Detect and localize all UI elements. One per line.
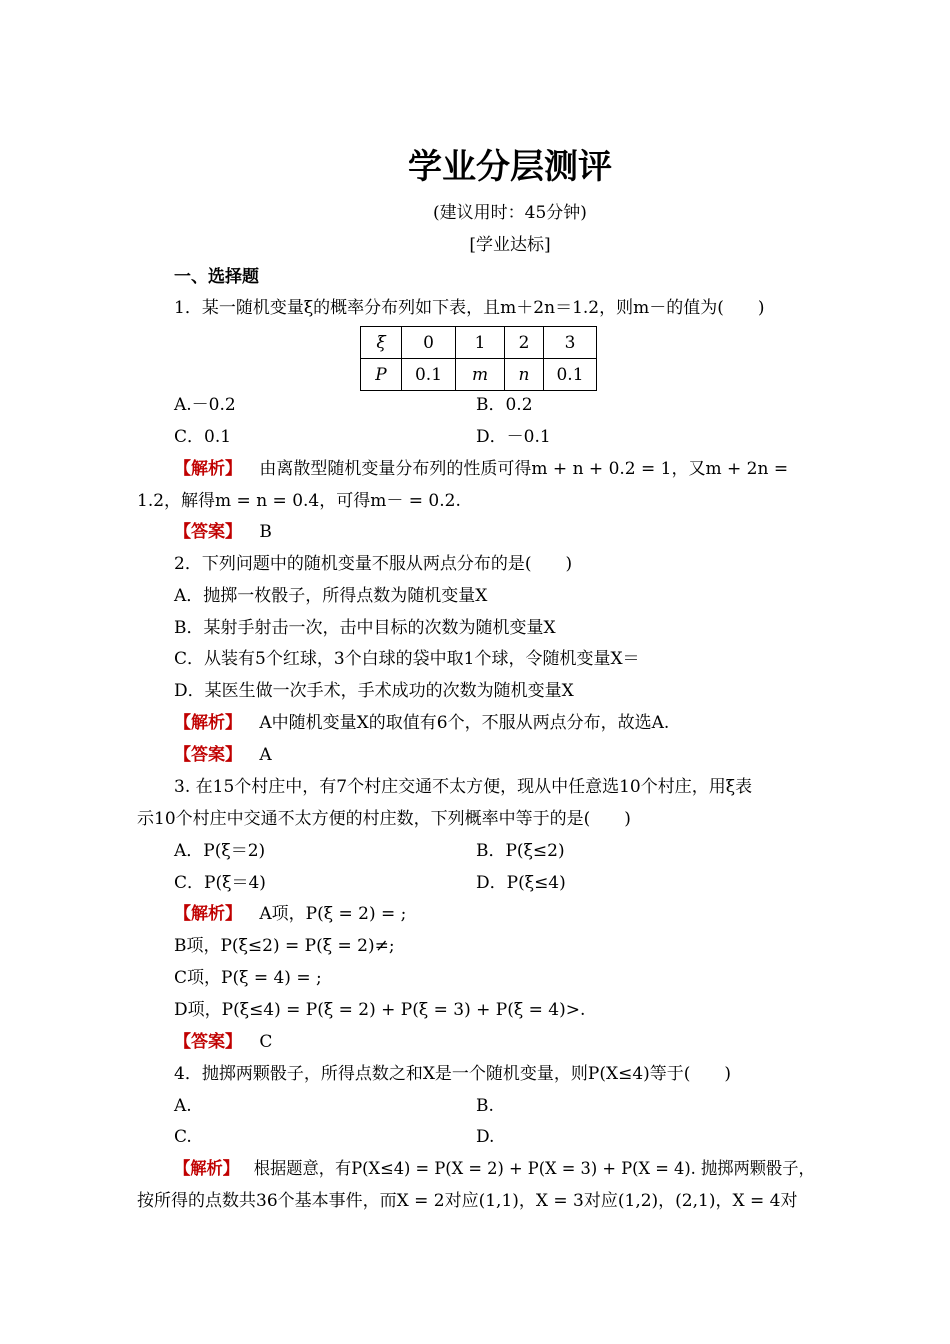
q1-stem: 1．某一随机变量ξ的概率分布列如下表，且m＋2n＝1.2，则m－的值为( ) [174,298,765,318]
q1-analysis-cont: 1.2，解得m = n = 0.4，可得m－ = 0.2. [137,491,461,511]
answer-tag: 【答案】 [174,1032,242,1052]
q4-stem: 4．抛掷两颗骰子，所得点数之和X是一个随机变量，则P(X≤4)等于( ) [174,1064,732,1084]
q2-option-c: C．从装有5个红球，3个白球的袋中取1个球，令随机变量X＝ [174,649,640,669]
q2-option-b: B．某射手射击一次，击中目标的次数为随机变量X [174,618,556,638]
q3-option-b: B．P(ξ≤2) [476,841,565,861]
answer-text: A [259,745,272,765]
q2-answer [174,743,272,767]
analysis-text: 由离散型随机变量分布列的性质可得m + n + 0.2 = 1，又m + 2n = [259,459,789,479]
table-cell: m [456,359,505,391]
page-title: 学业分层测评 [408,147,612,187]
table-cell: 2 [505,327,544,359]
table-cell: n [505,359,544,391]
time-note: (建议用时：45分钟) [433,203,587,223]
q1-option-a: A.－0.2 [174,395,236,415]
q4-option-a: A. [174,1096,192,1116]
q3-answer [174,1030,272,1054]
q3-stem: 3. 在15个村庄中，有7个村庄交通不太方便，现从中任意选10个村庄，用ξ表 [174,777,753,797]
table-row [361,327,597,359]
q1-option-b: B．0.2 [476,395,533,415]
analysis-text: 根据题意，有P(X≤4) = P(X = 2) + P(X = 3) + P(X = 4). 抛掷两颗骰子， [253,1159,815,1179]
analysis-tag: 【解析】 [174,904,242,924]
q4-analysis-cont: 按所得的点数共36个基本事件，而X = 2对应(1,1)，X = 3对应(1,2)，(2,1)，X = 4对 [137,1191,798,1211]
q1-answer [174,520,272,544]
q1-option-c: C．0.1 [174,427,232,447]
q3-stem-cont: 示10个村庄中交通不太方便的村庄数，下列概率中等于的是( ) [137,809,631,829]
q4-option-d: D. [476,1127,495,1147]
analysis-text: A中随机变量X的取值有6个，不服从两点分布，故选A. [259,713,670,733]
q2-stem: 2．下列问题中的随机变量不服从两点分布的是( ) [174,554,573,574]
q3-analysis-b: B项，P(ξ≤2) = P(ξ = 2)≠; [174,936,395,956]
table-cell: 3 [544,327,597,359]
answer-tag: 【答案】 [174,522,242,542]
table-row [361,359,597,391]
q1-distribution-table [360,326,597,391]
section-tag: [学业达标] [469,235,551,255]
analysis-text: A项，P(ξ = 2) = ; [259,904,407,924]
q1-option-d: D．－0.1 [476,427,551,447]
table-cell: ξ [361,327,402,359]
q3-option-a: A．P(ξ＝2) [174,841,266,861]
answer-tag: 【答案】 [174,745,242,765]
q2-option-d: D．某医生做一次手术，手术成功的次数为随机变量X [174,681,574,701]
q3-analysis-c: C项，P(ξ = 4) = ; [174,968,322,988]
q3-analysis [174,902,406,926]
q4-option-c: C. [174,1127,192,1147]
table-cell: 0 [402,327,456,359]
q3-analysis-d: D项，P(ξ≤4) = P(ξ = 2) + P(ξ = 3) + P(ξ = 4)>. [174,1000,586,1020]
answer-text: B [259,522,272,542]
table-cell: P [361,359,402,391]
table-cell: 1 [456,327,505,359]
analysis-tag: 【解析】 [174,1159,240,1179]
analysis-tag: 【解析】 [174,459,242,479]
q3-option-c: C．P(ξ＝4) [174,873,266,893]
answer-text: C [259,1032,273,1052]
q2-analysis [174,711,669,735]
table-cell: 0.1 [544,359,597,391]
analysis-tag: 【解析】 [174,713,242,733]
table-cell: 0.1 [402,359,456,391]
q2-option-a: A．抛掷一枚骰子，所得点数为随机变量X [174,586,488,606]
q4-option-b: B. [476,1096,494,1116]
part-heading: 一、选择题 [174,267,259,287]
q1-analysis [174,457,788,481]
q4-analysis [174,1157,815,1181]
q3-option-d: D．P(ξ≤4) [476,873,566,893]
